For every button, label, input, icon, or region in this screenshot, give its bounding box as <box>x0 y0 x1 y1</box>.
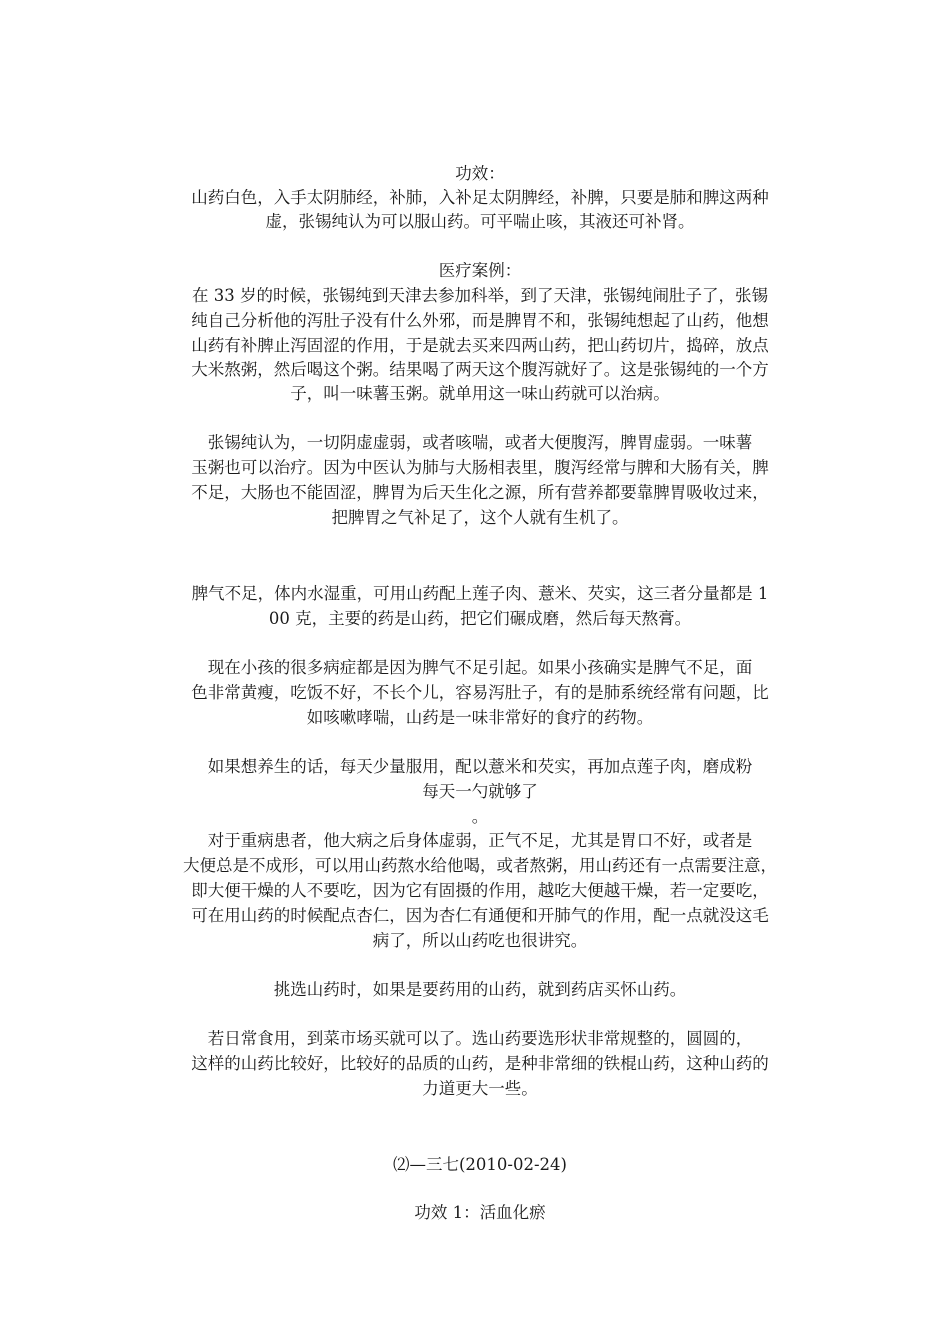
text-line: 现在小孩的很多病症都是因为脾气不足引起。如果小孩确实是脾气不足，面 <box>207 658 753 677</box>
section-heading-sanqi: ⑵—三七(2010-02-24) <box>392 1155 567 1174</box>
text-line: 。 <box>471 807 489 826</box>
text-line: 每天一勺就够了 <box>422 782 538 801</box>
text-line: 这样的山药比较好，比较好的品质的山药，是种非常细的铁棍山药，这种山药的 <box>191 1054 769 1073</box>
text-line: 力道更大一些。 <box>422 1079 538 1098</box>
text-line: 即大便干燥的人不要吃，因为它有固摄的作用，越吃大便越干燥，若一定要吃， <box>191 881 769 900</box>
text-line: 子，叫一味薯玉粥。就单用这一味山药就可以治病。 <box>290 384 670 403</box>
text-line: 在 33 岁的时候，张锡纯到天津去参加科举，到了天津，张锡纯闹肚子了，张锡 <box>192 286 768 305</box>
text-line: 不足，大肠也不能固涩，脾胃为后天生化之源，所有营养都要靠脾胃吸收过来， <box>191 483 769 502</box>
section-heading-efficacy: 功效： <box>455 164 505 183</box>
text-line: 脾气不足，体内水湿重，可用山药配上莲子肉、薏米、芡实，这三者分量都是 1 <box>191 584 769 603</box>
text-line: 玉粥也可以治疗。因为中医认为肺与大肠相表里，腹泻经常与脾和大肠有关，脾 <box>191 458 769 477</box>
text-line: 把脾胃之气补足了，这个人就有生机了。 <box>331 508 629 527</box>
text-line: 病了，所以山药吃也很讲究。 <box>372 931 588 950</box>
text-line: 纯自己分析他的泻肚子没有什么外邪，而是脾胃不和，张锡纯想起了山药，他想 <box>191 311 769 330</box>
text-line: 可在用山药的时候配点杏仁，因为杏仁有通便和开肺气的作用，配一点就没这毛 <box>191 906 769 925</box>
text-line: 色非常黄瘦，吃饭不好，不长个儿，容易泻肚子，有的是肺系统经常有问题，比 <box>191 683 769 702</box>
text-line: 山药白色，入手太阴肺经，补肺，入补足太阴脾经，补脾，只要是肺和脾这两种 <box>191 188 769 207</box>
section-heading-efficacy-1: 功效 1：活血化瘀 <box>414 1203 546 1222</box>
text-line: 大米熬粥，然后喝这个粥。结果喝了两天这个腹泻就好了。这是张锡纯的一个方 <box>191 360 769 379</box>
text-line: 张锡纯认为，一切阴虚虚弱，或者咳喘，或者大便腹泻，脾胃虚弱。一味薯 <box>207 433 753 452</box>
text-line: 如果想养生的话，每天少量服用，配以薏米和芡实，再加点莲子肉，磨成粉 <box>207 757 753 776</box>
text-line: 大便总是不成形，可以用山药熬水给他喝，或者熬粥，用山药还有一点需要注意， <box>183 856 777 875</box>
text-line: 虚，张锡纯认为可以服山药。可平喘止咳，其液还可补肾。 <box>265 212 695 231</box>
text-line: 挑选山药时，如果是要药用的山药，就到药店买怀山药。 <box>273 980 687 999</box>
text-line: 山药有补脾止泻固涩的作用，于是就去买来四两山药，把山药切片，捣碎，放点 <box>191 336 769 355</box>
text-line: 如咳嗽哮喘，山药是一味非常好的食疗的药物。 <box>306 708 654 727</box>
text-line: 对于重病患者，他大病之后身体虚弱，正气不足，尤其是胃口不好，或者是 <box>207 831 753 850</box>
text-line: 00 克，主要的药是山药，把它们碾成磨，然后每天熬膏。 <box>268 609 692 628</box>
section-heading-medical-case: 医疗案例： <box>438 261 522 280</box>
text-line: 若日常食用，到菜市场买就可以了。选山药要选形状非常规整的，圆圆的， <box>207 1029 753 1048</box>
